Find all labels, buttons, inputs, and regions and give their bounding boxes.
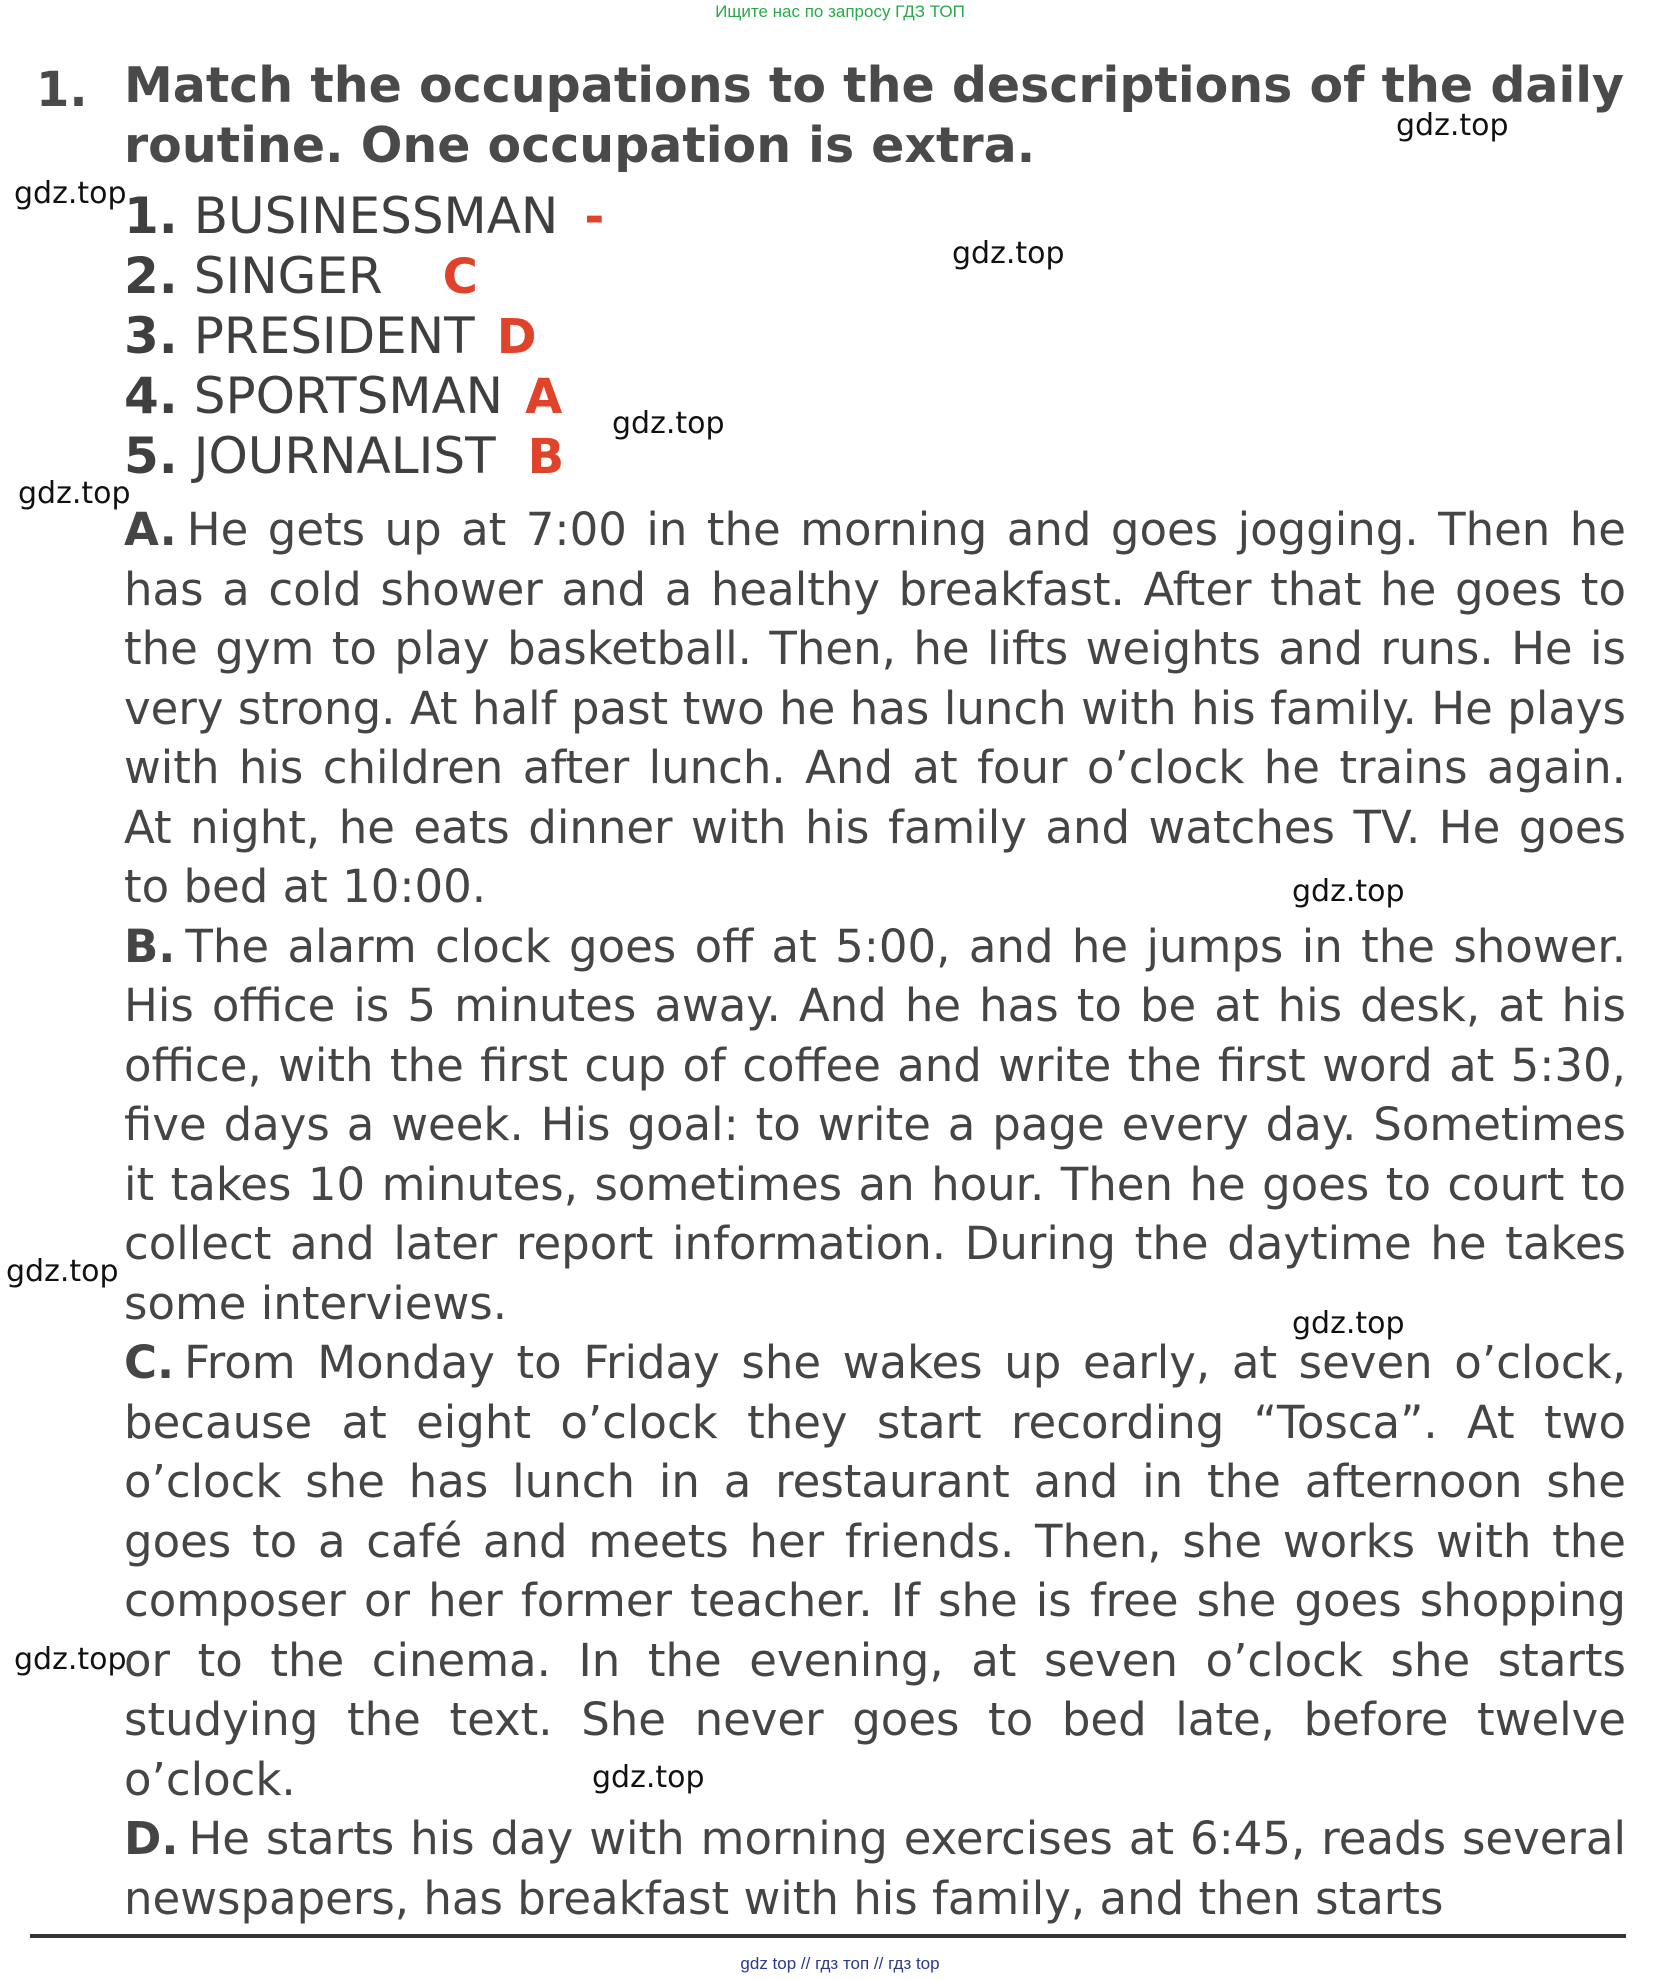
watermark: gdz.top — [1292, 1306, 1405, 1341]
description-a — [124, 500, 1626, 917]
watermark: gdz.top — [14, 176, 127, 211]
occupation-number: 3. — [124, 307, 178, 365]
description-text: He gets up at 7:00 in the morning and goes jogging. Then he has a cold shower and a healthy breakfast. After that he goes to the gym to play basketball. Then, he lifts weights and runs. He is very strong. At half past two he has lunch with his family. He plays with his children after lunch. And at four o’clock he trains again. At night, he eats dinner with his family and watches TV. He goes to bed at 10:00. — [124, 503, 1626, 913]
description-b — [124, 917, 1626, 1334]
descriptions — [124, 500, 1626, 1928]
occupation-number: 4. — [124, 367, 178, 425]
description-letter: C. — [124, 1336, 175, 1389]
watermark: gdz.top — [14, 1642, 127, 1677]
description-c — [124, 1333, 1626, 1809]
description-letter: B. — [124, 919, 176, 973]
description-text: From Monday to Friday she wakes up early, at seven o’clock, because at eight o’clock they start recording “Tosca”. At two o’clock she has lunch in a restaurant and in the afternoon she goes to a café and meets her friends. Then, she works with the composer or her former teacher. If she is free she goes shopping or to the cinema. In the evening, at seven o’clock she starts studying the text. She never goes to bed late, before twelve o’clock. — [124, 1336, 1626, 1806]
task-number: 1. — [36, 62, 88, 118]
description-text: He starts his day with morning exercises at 6:45, reads several newspapers, has breakfast with his family, and then starts — [124, 1812, 1626, 1925]
occupation-name: BUSINESSMAN — [193, 187, 559, 245]
description-d — [124, 1809, 1626, 1928]
task-instruction: Match the occupations to the descriptions of the daily routine. One occupation is extra. — [124, 57, 1624, 174]
watermark: gdz.top — [592, 1760, 705, 1795]
occupation-name: SPORTSMAN — [193, 367, 504, 425]
watermark: gdz.top — [6, 1254, 119, 1289]
occupation-number: 1. — [124, 187, 178, 245]
occupation-name: SINGER — [193, 247, 383, 305]
occupation-item — [124, 246, 604, 306]
bottom-rule — [30, 1934, 1626, 1938]
bottom-banner[interactable]: gdz top // гдз топ // гдз top — [740, 1954, 940, 1973]
occupation-answer: A — [525, 369, 563, 425]
occupation-item — [124, 306, 604, 366]
watermark: gdz.top — [952, 236, 1065, 271]
occupation-number: 2. — [124, 247, 178, 305]
watermark: gdz.top — [1396, 108, 1509, 143]
occupation-item — [124, 426, 604, 486]
occupation-answer: C — [442, 249, 478, 305]
description-letter: A. — [124, 503, 177, 556]
occupation-name: JOURNALIST — [193, 427, 496, 485]
watermark: gdz.top — [1292, 874, 1405, 909]
occupation-answer: - — [584, 189, 605, 245]
occupation-name: PRESIDENT — [193, 307, 475, 365]
description-letter: D. — [124, 1812, 179, 1865]
top-banner[interactable]: Ищите нас по запросу ГДЗ ТОП — [715, 2, 965, 21]
description-text: The alarm clock goes off at 5:00, and he jumps in the shower. His office is 5 minutes away. And he has to be at his desk, at his office, with the first cup of coffee and write the first word at 5:30, five days a week. His goal: to write a page every day. Sometimes it takes 10 minutes, sometimes an hour. Then he goes to court to collect and later report information. During the daytime he takes some interviews. — [124, 919, 1626, 1330]
watermark: gdz.top — [612, 406, 725, 441]
occupation-item — [124, 366, 604, 426]
occupation-answer: D — [496, 309, 537, 365]
occupation-item — [124, 186, 604, 246]
occupation-number: 5. — [124, 427, 178, 485]
watermark: gdz.top — [18, 476, 131, 511]
occupation-answer: B — [527, 429, 565, 485]
occupation-list — [124, 186, 604, 486]
